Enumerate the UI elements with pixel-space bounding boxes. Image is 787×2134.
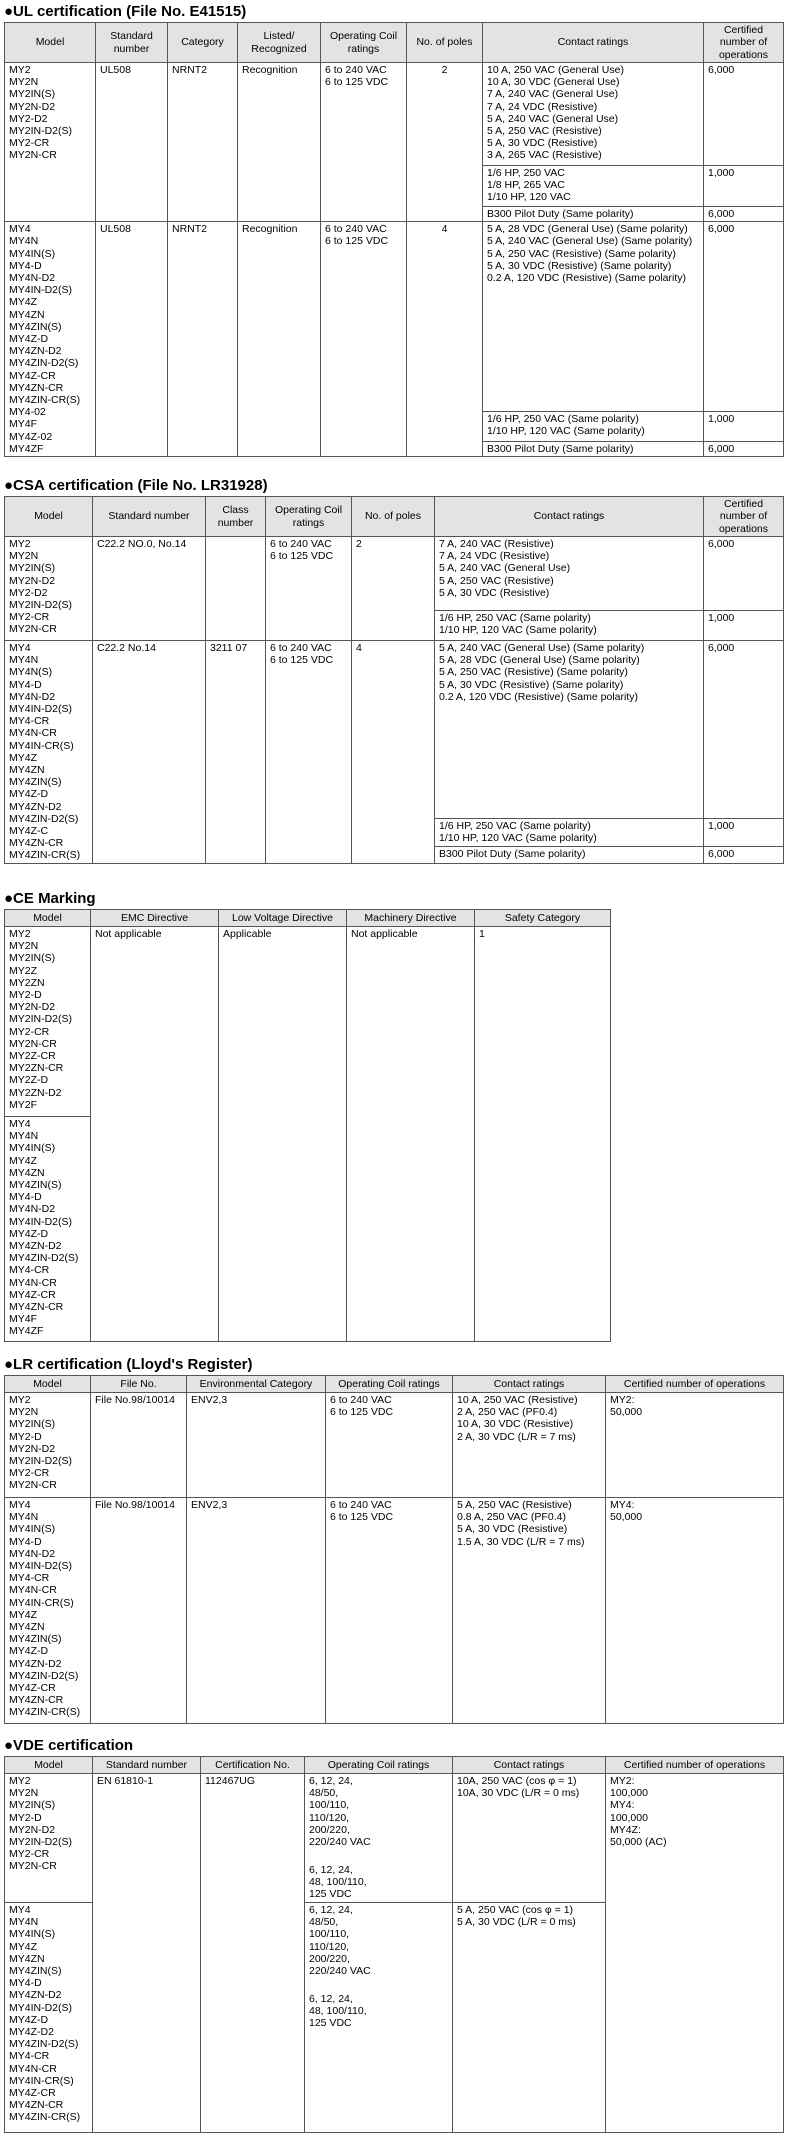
ul-section [4,2,784,457]
table-row [5,222,784,412]
ce-lvd-cell: Applicable [219,927,347,1342]
ul-coil-cell: 6 to 240 VAC 6 to 125 VDC [321,63,407,222]
table-row [5,63,784,166]
table-row [5,641,784,819]
lr-model-cell: MY4 MY4N MY4IN(S) MY4-D MY4N-D2 MY4IN-D2(S) MY4-CR MY4N-CR MY4IN-CR(S) MY4Z MY4ZN MY4ZIN(S) MY4Z-D MY4ZN-D2 MY4ZIN-D2(S) MY4Z-CR MY4ZN-CR MY4ZIN-CR(S) [5,1498,91,1724]
ul-category-cell: NRNT2 [168,63,238,222]
ul-ops-cell: 6,000 [704,222,784,412]
csa-standard-cell: C22.2 No.14 [93,641,206,864]
ul-table [4,22,784,457]
ul-model-cell: MY4 MY4N MY4IN(S) MY4-D MY4N-D2 MY4IN-D2(S) MY4Z MY4ZN MY4ZIN(S) MY4Z-D MY4ZN-D2 MY4ZIN-D2(S) MY4Z-CR MY4ZN-CR MY4ZIN-CR(S) MY4-02 MY4F MY4Z-02 MY4ZF [5,222,96,457]
ul-ops-cell: 6,000 [704,207,784,222]
ce-header-safety: Safety Category [475,910,611,927]
ul-header-row [5,23,784,63]
ce-model-cell: MY4 MY4N MY4IN(S) MY4Z MY4ZN MY4ZIN(S) MY4-D MY4N-D2 MY4IN-D2(S) MY4Z-D MY4ZN-D2 MY4ZIN-D2(S) MY4-CR MY4N-CR MY4Z-CR MY4ZN-CR MY4F MY4ZF [5,1117,91,1342]
ul-standard-cell: UL508 [96,63,168,222]
csa-coil-cell: 6 to 240 VAC 6 to 125 VDC [266,641,352,864]
vde-contact-cell: 10A, 250 VAC (cos φ = 1) 10A, 30 VDC (L/R = 0 ms) [453,1774,606,1903]
ul-poles-cell: 4 [407,222,483,457]
csa-header-row [5,497,784,537]
csa-header-standard: Standard number [93,497,206,537]
vde-table [4,1756,784,2133]
csa-poles-cell: 4 [352,641,435,864]
vde-section [4,1736,784,2133]
table-row [5,1774,784,1863]
csa-class-cell: 3211 07 [206,641,266,864]
csa-contact-cell: B300 Pilot Duty (Same polarity) [435,847,704,863]
csa-table [4,496,784,864]
csa-ops-cell: 1,000 [704,818,784,846]
ul-header-contact: Contact ratings [483,23,704,63]
csa-ops-cell: 1,000 [704,611,784,641]
ul-header-listed: Listed/ Recognized [238,23,321,63]
csa-poles-cell: 2 [352,537,435,641]
ce-header-machinery: Machinery Directive [347,910,475,927]
ce-emc-cell: Not applicable [91,927,219,1342]
vde-title: ●VDE certification [4,1737,134,1754]
csa-contact-cell: 1/6 HP, 250 VAC (Same polarity) 1/10 HP, 120 VAC (Same polarity) [435,611,704,641]
vde-header-ops: Certified number of operations [606,1757,784,1774]
table-row [5,1393,784,1498]
lr-header-model: Model [5,1376,91,1393]
ul-title: ●UL certification (File No. E41515) [4,3,247,20]
vde-header-row [5,1757,784,1774]
ul-contact-cell: 1/6 HP, 250 VAC 1/8 HP, 265 VAC 1/10 HP, 120 VAC [483,166,704,207]
ul-coil-cell: 6 to 240 VAC 6 to 125 VDC [321,222,407,457]
csa-contact-cell: 7 A, 240 VAC (Resistive) 7 A, 24 VDC (Resistive) 5 A, 240 VAC (General Use) 5 A, 250 VAC (Resistive) 5 A, 30 VDC (Resistive) [435,537,704,611]
vde-coil-ac-cell: 6, 12, 24, 48/50, 100/110, 110/120, 200/220, 220/240 VAC [305,1774,453,1863]
csa-ops-cell: 6,000 [704,537,784,611]
ul-listed-cell: Recognition [238,222,321,457]
vde-header-cert: Certification No. [201,1757,305,1774]
ul-listed-cell: Recognition [238,63,321,222]
csa-model-cell: MY2 MY2N MY2IN(S) MY2N-D2 MY2-D2 MY2IN-D2(S) MY2-CR MY2N-CR [5,537,93,641]
lr-header-row [5,1376,784,1393]
lr-header-env: Environmental Category [187,1376,326,1393]
lr-coil-cell: 6 to 240 VAC 6 to 125 VDC [326,1393,453,1498]
ce-header-model: Model [5,910,91,927]
ul-header-ops: Certified number of operations [704,23,784,63]
lr-header-ops: Certified number of operations [606,1376,784,1393]
ul-standard-cell: UL508 [96,222,168,457]
vde-coil-ac-cell: 6, 12, 24, 48/50, 100/110, 110/120, 200/220, 220/240 VAC [305,1903,453,1992]
lr-env-cell: ENV2,3 [187,1498,326,1724]
table-row [5,927,611,1117]
table-row [5,537,784,611]
vde-model-cell: MY2 MY2N MY2IN(S) MY2-D MY2N-D2 MY2IN-D2(S) MY2-CR MY2N-CR [5,1774,93,1903]
ce-machinery-cell: Not applicable [347,927,475,1342]
vde-coil-dc-cell: 6, 12, 24, 48, 100/110, 125 VDC [305,1992,453,2133]
csa-coil-cell: 6 to 240 VAC 6 to 125 VDC [266,537,352,641]
vde-cert-cell: 112467UG [201,1774,305,2133]
ul-category-cell: NRNT2 [168,222,238,457]
ul-contact-cell: 10 A, 250 VAC (General Use) 10 A, 30 VDC (General Use) 7 A, 240 VAC (General Use) 7 A, 24 VDC (Resistive) 5 A, 240 VAC (General Use) 5 A, 250 VAC (Resistive) 5 A, 30 VDC (Resistive) 3 A, 265 VAC (Resistive) [483,63,704,166]
lr-coil-cell: 6 to 240 VAC 6 to 125 VDC [326,1498,453,1724]
lr-contact-cell: 5 A, 250 VAC (Resistive) 0.8 A, 250 VAC (PF0.4) 5 A, 30 VDC (Resistive) 1.5 A, 30 VDC (L/R = 7 ms) [453,1498,606,1724]
ul-poles-cell: 2 [407,63,483,222]
vde-coil-dc-cell: 6, 12, 24, 48, 100/110, 125 VDC [305,1863,453,1903]
vde-header-standard: Standard number [93,1757,201,1774]
csa-class-cell [206,537,266,641]
ul-contact-cell: 1/6 HP, 250 VAC (Same polarity) 1/10 HP, 120 VAC (Same polarity) [483,412,704,442]
ul-model-cell: MY2 MY2N MY2IN(S) MY2N-D2 MY2-D2 MY2IN-D2(S) MY2-CR MY2N-CR [5,63,96,222]
ul-header-standard: Standard number [96,23,168,63]
csa-header-model: Model [5,497,93,537]
lr-file-cell: File No.98/10014 [91,1498,187,1724]
ce-header-row [5,910,611,927]
ul-contact-cell: B300 Pilot Duty (Same polarity) [483,442,704,457]
csa-header-coil: Operating Coil ratings [266,497,352,537]
lr-ops-cell: MY4: 50,000 [606,1498,784,1724]
lr-table [4,1375,784,1724]
ce-header-lvd: Low Voltage Directive [219,910,347,927]
csa-standard-cell: C22.2 NO.0, No.14 [93,537,206,641]
lr-header-file: File No. [91,1376,187,1393]
lr-title: ●LR certification (Lloyd's Register) [4,1356,253,1373]
lr-env-cell: ENV2,3 [187,1393,326,1498]
csa-header-ops: Certified number of operations [704,497,784,537]
ce-safety-cell: 1 [475,927,611,1342]
ul-ops-cell: 6,000 [704,63,784,166]
lr-ops-cell: MY2: 50,000 [606,1393,784,1498]
ce-header-emc: EMC Directive [91,910,219,927]
ul-header-coil: Operating Coil ratings [321,23,407,63]
lr-contact-cell: 10 A, 250 VAC (Resistive) 2 A, 250 VAC (PF0.4) 10 A, 30 VDC (Resistive) 2 A, 30 VDC (L/R = 7 ms) [453,1393,606,1498]
ul-ops-cell: 6,000 [704,442,784,457]
csa-header-poles: No. of poles [352,497,435,537]
lr-model-cell: MY2 MY2N MY2IN(S) MY2-D MY2N-D2 MY2IN-D2(S) MY2-CR MY2N-CR [5,1393,91,1498]
ul-header-model: Model [5,23,96,63]
table-row [5,1498,784,1724]
vde-standard-cell: EN 61810-1 [93,1774,201,2133]
ce-title: ●CE Marking [4,890,96,907]
ul-header-category: Category [168,23,238,63]
vde-header-coil: Operating Coil ratings [305,1757,453,1774]
vde-contact-cell: 5 A, 250 VAC (cos φ = 1) 5 A, 30 VDC (L/R = 0 ms) [453,1903,606,2133]
csa-header-contact: Contact ratings [435,497,704,537]
lr-section [4,1355,784,1724]
vde-header-contact: Contact ratings [453,1757,606,1774]
csa-ops-cell: 6,000 [704,641,784,819]
ce-model-cell: MY2 MY2N MY2IN(S) MY2Z MY2ZN MY2-D MY2N-D2 MY2IN-D2(S) MY2-CR MY2N-CR MY2Z-CR MY2ZN-CR MY2Z-D MY2ZN-D2 MY2F [5,927,91,1117]
vde-ops-cell: MY2: 100,000 MY4: 100,000 MY4Z: 50,000 (AC) [606,1774,784,2133]
csa-title: ●CSA certification (File No. LR31928) [4,477,268,494]
vde-model-cell: MY4 MY4N MY4IN(S) MY4Z MY4ZN MY4ZIN(S) MY4-D MY4ZN-D2 MY4IN-D2(S) MY4Z-D MY4Z-D2 MY4ZIN-D2(S) MY4-CR MY4N-CR MY4IN-CR(S) MY4Z-CR MY4ZN-CR MY4ZIN-CR(S) [5,1903,93,2133]
csa-contact-cell: 5 A, 240 VAC (General Use) (Same polarity) 5 A, 28 VDC (General Use) (Same polarity) 5 A, 250 VAC (Resistive) (Same polarity) 5 A, 30 VDC (Resistive) (Same polarity) 0.2 A, 120 VDC (Resistive) (Same polarity) [435,641,704,819]
vde-header-model: Model [5,1757,93,1774]
csa-ops-cell: 6,000 [704,847,784,863]
lr-header-coil: Operating Coil ratings [326,1376,453,1393]
ul-ops-cell: 1,000 [704,412,784,442]
lr-header-contact: Contact ratings [453,1376,606,1393]
ul-header-poles: No. of poles [407,23,483,63]
ce-section [4,889,611,1342]
ul-contact-cell: B300 Pilot Duty (Same polarity) [483,207,704,222]
csa-header-class: Class number [206,497,266,537]
csa-contact-cell: 1/6 HP, 250 VAC (Same polarity) 1/10 HP, 120 VAC (Same polarity) [435,818,704,846]
lr-file-cell: File No.98/10014 [91,1393,187,1498]
csa-model-cell: MY4 MY4N MY4N(S) MY4-D MY4N-D2 MY4IN-D2(S) MY4-CR MY4N-CR MY4IN-CR(S) MY4Z MY4ZN MY4ZIN(S) MY4Z-D MY4ZN-D2 MY4ZIN-D2(S) MY4Z-C MY4ZN-CR MY4ZIN-CR(S) [5,641,93,864]
csa-section [4,476,784,864]
ul-contact-cell: 5 A, 28 VDC (General Use) (Same polarity) 5 A, 240 VAC (General Use) (Same polarity) 5 A, 250 VAC (Resistive) (Same polarity) 5 A, 30 VDC (Resistive) (Same polarity) 0.2 A, 120 VDC (Resistive) (Same polarity) [483,222,704,412]
ul-ops-cell: 1,000 [704,166,784,207]
ce-table [4,909,611,1342]
